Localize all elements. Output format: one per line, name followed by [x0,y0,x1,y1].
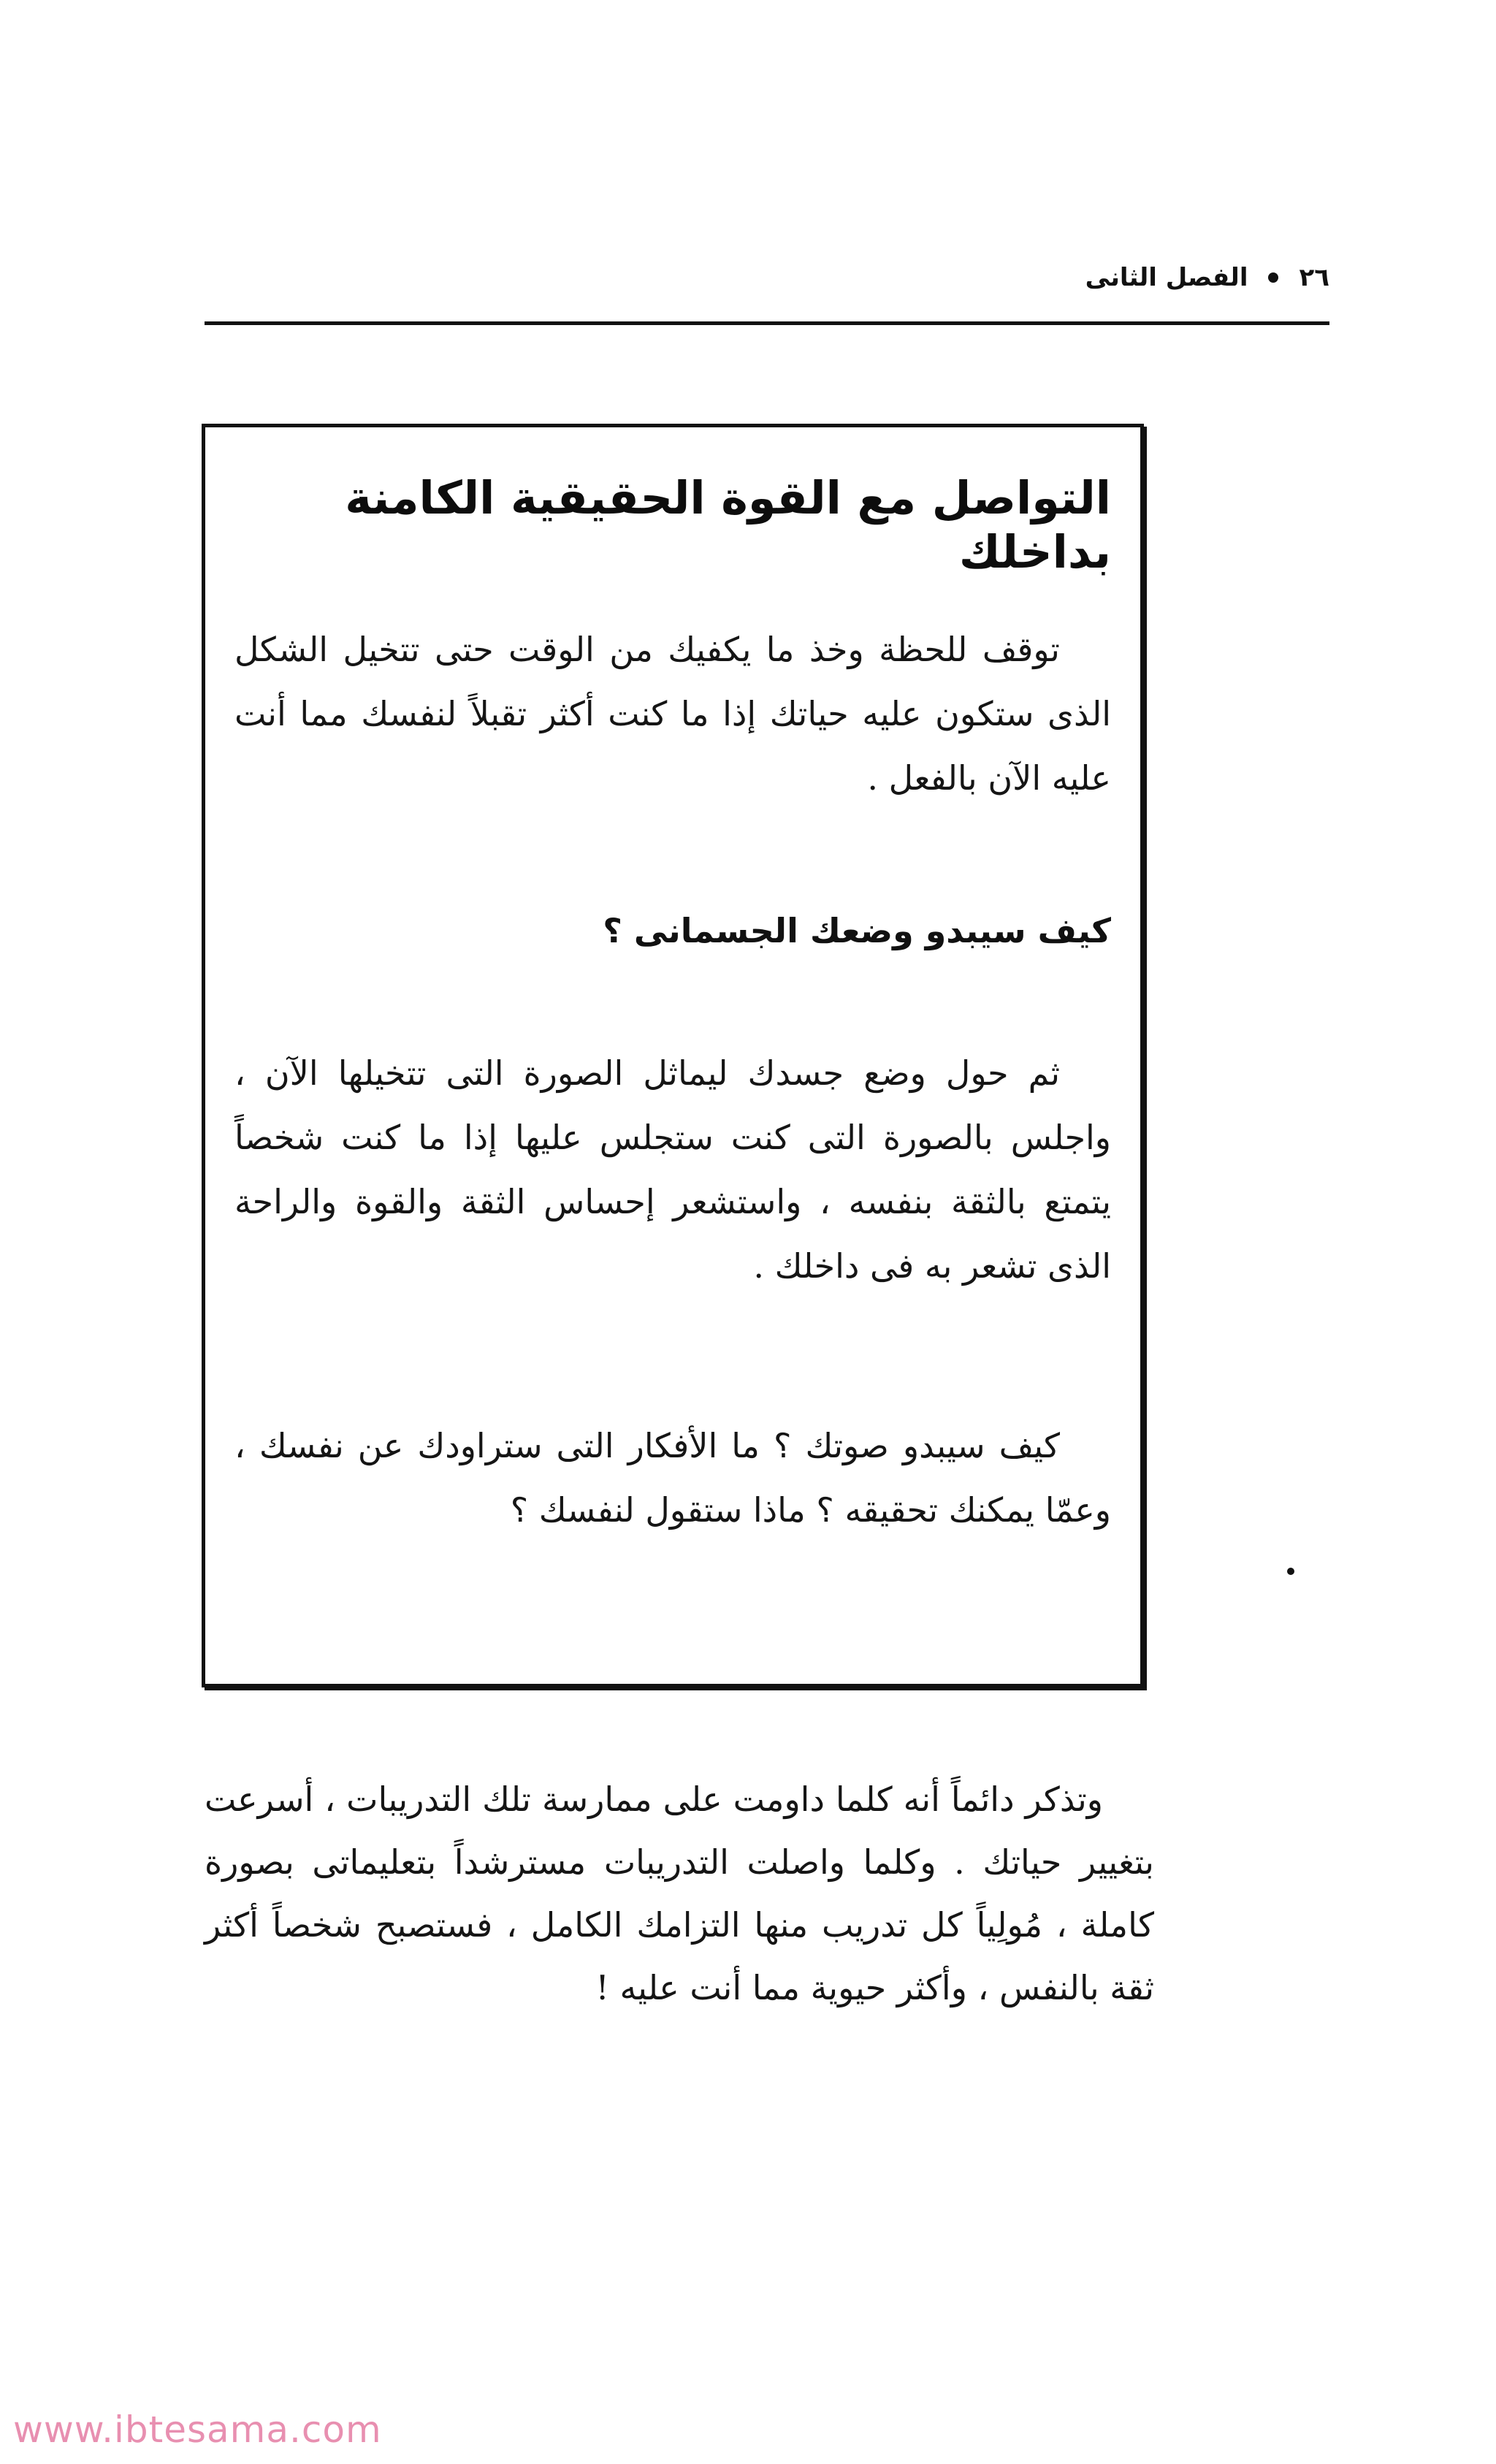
exercise-box [202,424,1144,1687]
running-header [205,248,1329,329]
chapter-title: الفصل الثانى [1085,263,1248,292]
page-number: ٢٦ [1299,263,1329,292]
bullet-icon [1268,272,1278,283]
box-paragraph-1: توقف للحظة وخذ ما يكفيك من الوقت حتى تتخيل الشكل الذى ستكون عليه حياتك إذا ما كنت أكثر تقبلاً لنفسك مما أنت عليه الآن بالفعل . [234,630,1111,798]
margin-dot [1287,1568,1294,1575]
box-paragraph-2: ثم حول وضع جسدك ليماثل الصورة التى تتخيلها الآن ، واجلس بالصورة التى كنت ستجلس عليها إذا ما كنت شخصاً يتمتع بالثقة بنفسه ، واستشعر إحساس الثقة والقوة والراحة الذى تشعر به فى داخلك . [234,1053,1111,1286]
box-subheading: كيف سيبدو وضعك الجسمانى ؟ [603,911,1111,950]
watermark: www.ibtesama.com [13,2408,382,2451]
box-title: التواصل مع القوة الحقيقية الكامنة بداخلك [345,471,1111,579]
body-paragraph: وتذكر دائماً أنه كلما داومت على ممارسة تلك التدريبات ، أسرعت بتغيير حياتك . وكلما واصلت التدريبات مسترشداً بتعليماتى بصورة كاملة ، مُولِياً كل تدريب منها التزامك الكامل ، فستصبح شخصاً أكثر ثقة بالنفس ، وأكثر حيوية مما أنت عليه ! [205,1780,1154,2007]
header-row [1085,263,1329,292]
box-paragraph-3: كيف سيبدو صوتك ؟ ما الأفكار التى ستراودك عن نفسك ، وعمّا يمكنك تحقيقه ؟ ماذا ستقول لنفسك ؟ [234,1426,1111,1530]
header-divider [205,321,1329,325]
